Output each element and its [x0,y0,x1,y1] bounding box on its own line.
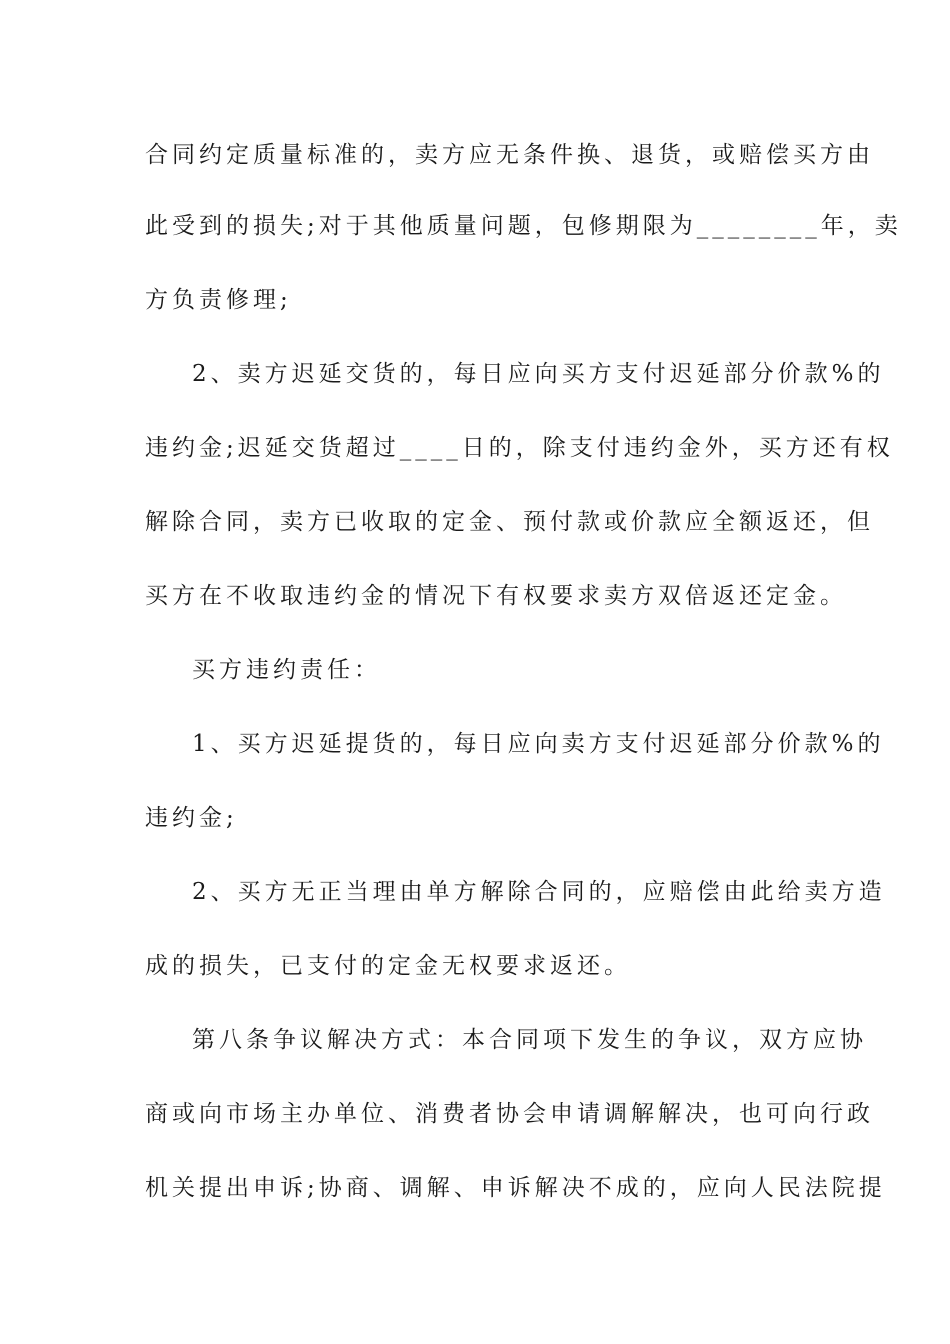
paragraph-line: 商或向市场主办单位、消费者协会申请调解解决，也可向行政 [145,1101,874,1127]
section-heading: 买方违约责任： [192,657,381,683]
paragraph-line: 机关提出申诉;协商、调解、申诉解决不成的，应向人民法院提 [145,1175,886,1201]
paragraph-line: 成的损失，已支付的定金无权要求返还。 [145,953,631,979]
paragraph-line: 此受到的损失;对于其他质量问题，包修期限为________年，卖 [145,213,902,239]
paragraph-line: 方负责修理; [145,287,292,313]
paragraph-line: 第八条争议解决方式：本合同项下发生的争议，双方应协 [192,1027,867,1053]
paragraph-line: 解除合同，卖方已收取的定金、预付款或价款应全额返还，但 [145,509,874,535]
paragraph-line: 买方在不收取违约金的情况下有权要求卖方双倍返还定金。 [145,583,847,609]
paragraph-line: 1、买方迟延提货的，每日应向卖方支付迟延部分价款%的 [192,731,885,757]
paragraph-line: 2、买方无正当理由单方解除合同的，应赔偿由此给卖方造 [192,879,886,905]
paragraph-line: 2、卖方迟延交货的，每日应向买方支付迟延部分价款%的 [192,361,885,387]
paragraph-line: 违约金; [145,805,238,831]
paragraph-line: 合同约定质量标准的，卖方应无条件换、退货，或赔偿买方由 [145,142,874,168]
paragraph-line: 违约金;迟延交货超过____日的，除支付违约金外，买方还有权 [145,435,894,461]
